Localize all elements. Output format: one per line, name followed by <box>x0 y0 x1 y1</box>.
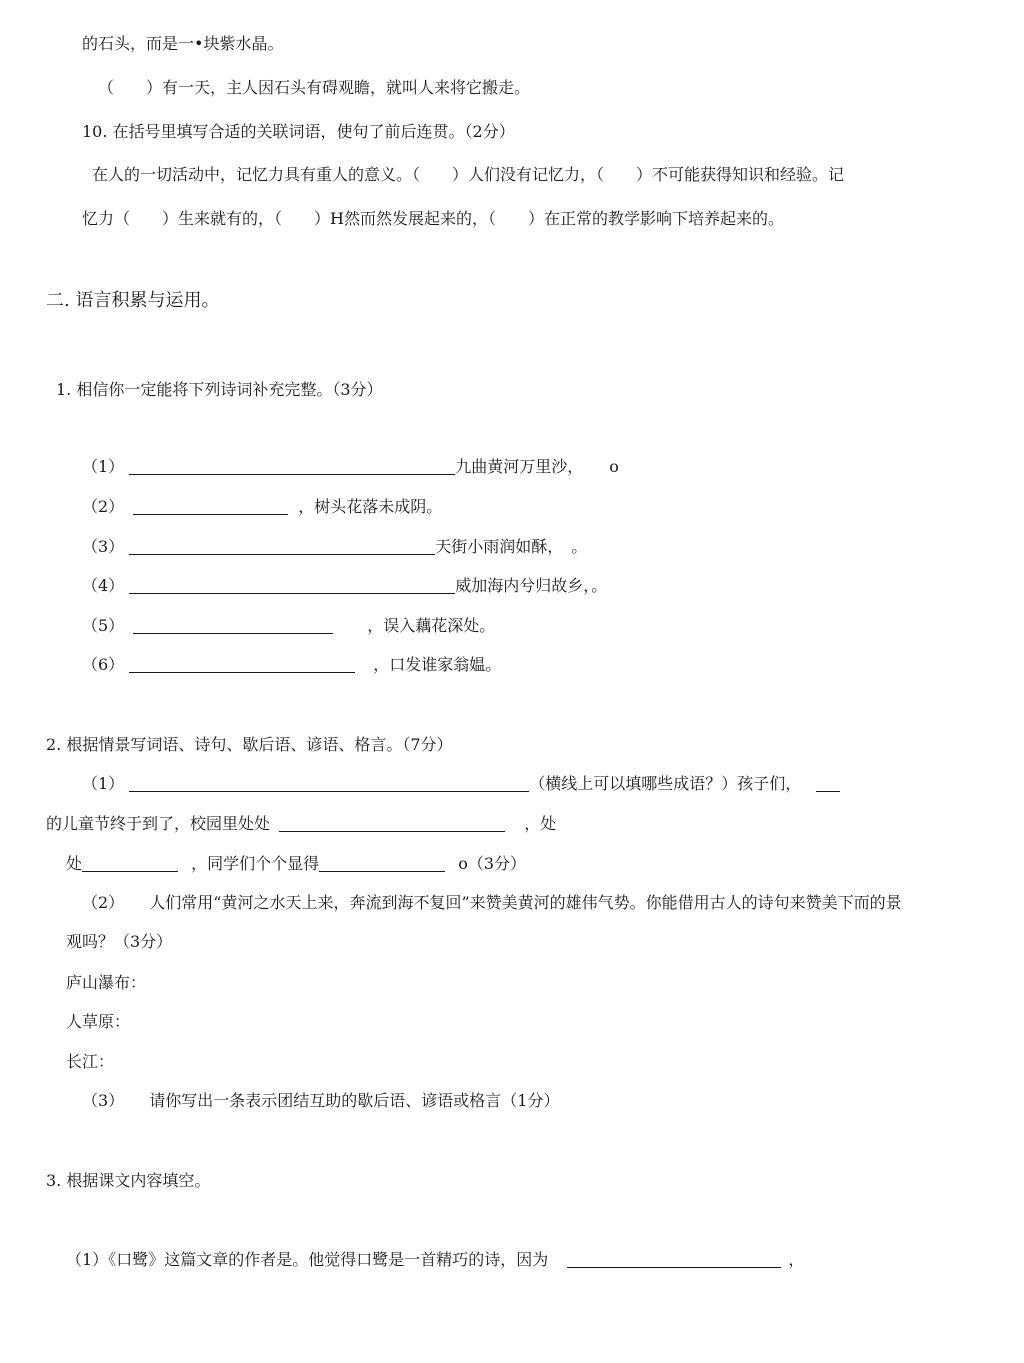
question-3-title: 3. 根据课文内容填空。 <box>46 1171 211 1190</box>
answer-blank[interactable] <box>129 775 529 792</box>
answer-blank[interactable] <box>567 1251 781 1268</box>
text-segment: ，处 <box>524 814 557 833</box>
text-line: 观吗？（3分） <box>66 932 173 951</box>
text-segment: 请你写出一条表示团结互助的歇后语、谚语或格言（1分） <box>149 1091 560 1110</box>
text-segment: 处 <box>66 854 83 873</box>
poem-text: 威加海内兮归故乡，。 <box>455 576 608 595</box>
question-10-text: 在人的一切活动中，记忆力具有重人的意义。（ ）人们没有记忆力，（ ）不可能获得知识和经验。记 <box>92 165 845 184</box>
answer-blank[interactable] <box>319 855 445 872</box>
poem-item <box>82 655 501 675</box>
poem-item <box>82 576 607 596</box>
answer-blank[interactable] <box>133 498 288 515</box>
text-segment: 《口鹭》这篇文章的作者是。他觉得口鹭是一首精巧的诗，因为 <box>108 1250 549 1269</box>
question-2-part-1 <box>82 774 840 794</box>
question-2-title: 2. 根据情景写词语、诗句、歇后语、谚语、格言。（7分） <box>46 735 453 754</box>
item-number: （3） <box>82 1091 125 1110</box>
poem-end: o <box>609 457 619 476</box>
text-segment: o（3分） <box>458 854 527 873</box>
answer-blank[interactable] <box>133 617 333 634</box>
question-3-part-1 <box>66 1250 804 1270</box>
answer-blank[interactable] <box>129 656 355 673</box>
question-2-part-2 <box>82 893 902 913</box>
text-line: 的石头，而是一•块紫水晶。 <box>82 34 284 53</box>
answer-blank[interactable] <box>129 458 455 475</box>
section-heading: 二. 语言积累与运用。 <box>46 290 220 311</box>
text-segment: ， <box>788 1250 805 1269</box>
answer-blank[interactable] <box>129 538 435 555</box>
poem-item <box>82 457 619 477</box>
question-2-part-1-line <box>66 854 526 874</box>
question-2-part-3 <box>82 1091 559 1111</box>
poem-item <box>82 497 442 517</box>
answer-blank[interactable] <box>129 577 455 594</box>
answer-label: 人草原： <box>66 1012 131 1031</box>
poem-text: ，树头花落未成阴。 <box>298 497 443 516</box>
poem-text: 九曲黄河万里沙， <box>455 457 584 476</box>
item-number: （6） <box>82 655 125 674</box>
question-2-part-1-line <box>46 814 556 834</box>
poem-item <box>82 537 587 557</box>
answer-label: 长江： <box>66 1052 115 1071</box>
item-number: （3） <box>82 537 125 556</box>
poem-item <box>82 616 495 636</box>
question-10-text: 忆力（ ）生来就有的，（ ）H然而然发展起来的，（ ）在正常的教学影响下培养起来的。 <box>82 209 784 228</box>
text-line: （ ）有一天，主人因石头有碍观瞻，就叫人来将它搬走。 <box>98 78 531 97</box>
answer-label: 庐山瀑布： <box>66 973 147 992</box>
poem-text: ，口发谁家翁媪。 <box>373 655 502 674</box>
item-number: （1） <box>66 1250 109 1269</box>
item-number: （1） <box>82 457 125 476</box>
hint-text: （横线上可以填哪些成语？）孩子们， <box>529 774 802 793</box>
answer-blank[interactable] <box>82 855 178 872</box>
item-number: （1） <box>82 774 125 793</box>
text-segment: 人们常用“黄河之水天上来，奔流到海不复回”来赞美黄河的雄伟气势。你能借用古人的诗句来赞美下而的景 <box>149 893 902 912</box>
question-10-title: 10. 在括号里填写合适的关联词语，使句了前后连贯。（2分） <box>82 122 515 141</box>
item-number: （4） <box>82 576 125 595</box>
text-segment: ，同学们个个显得 <box>191 854 320 873</box>
question-1-title: 1. 相信你一定能将下列诗词补充完整。（3分） <box>56 380 383 399</box>
item-number: （2） <box>82 893 125 912</box>
item-number: （5） <box>82 616 125 635</box>
text-segment: 的儿童节终于到了，校园里处处 <box>46 814 271 833</box>
item-number: （2） <box>82 497 125 516</box>
poem-text: 天街小雨润如酥， 。 <box>435 537 588 556</box>
answer-blank[interactable] <box>816 775 840 792</box>
poem-text: ，误入藕花深处。 <box>367 616 496 635</box>
answer-blank[interactable] <box>279 815 505 832</box>
